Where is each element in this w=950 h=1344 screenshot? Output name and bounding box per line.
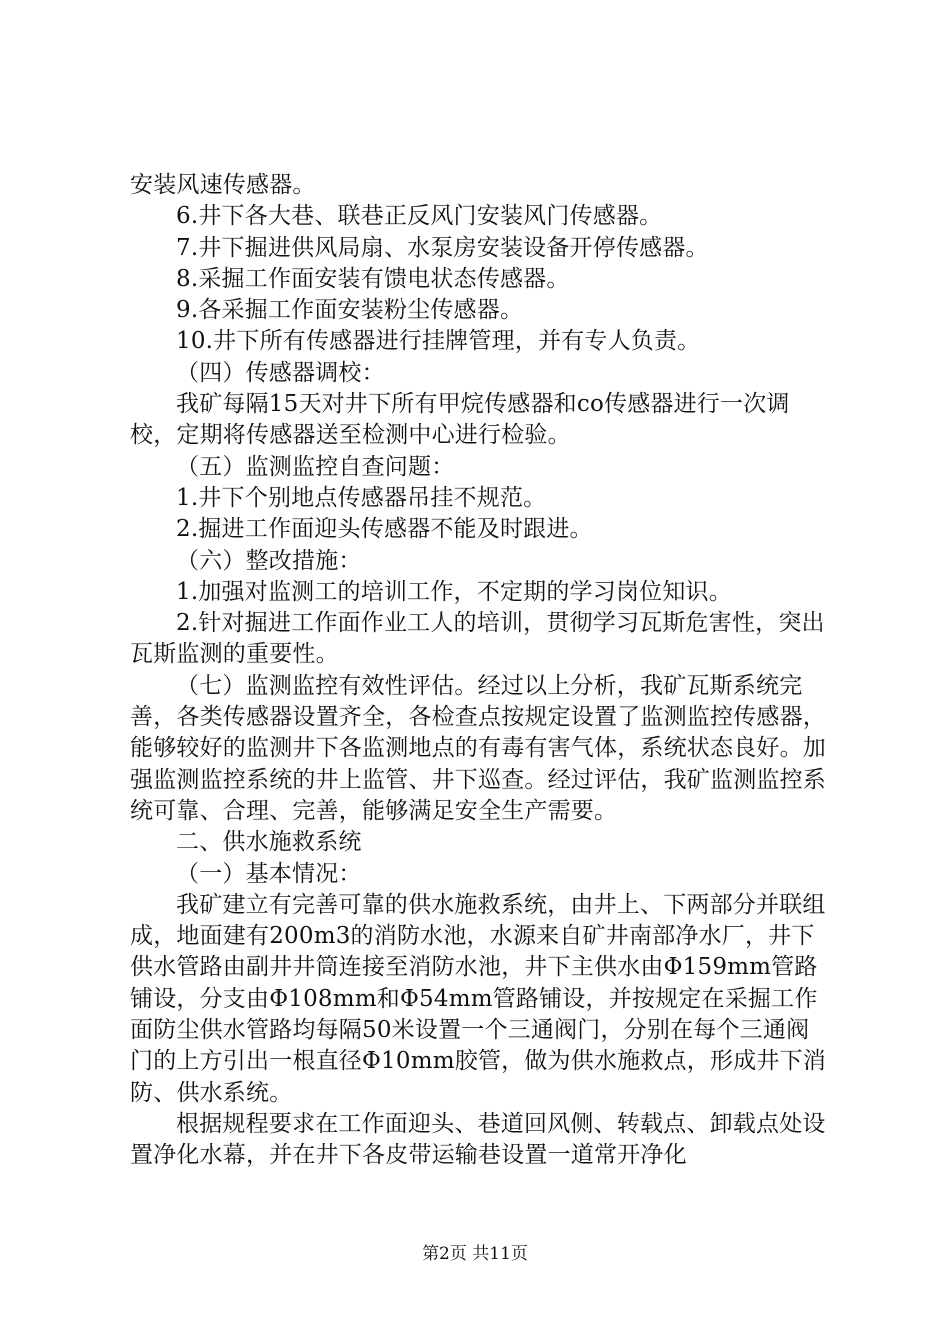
section-heading-5: （五）监测监控自查问题： [176,453,455,480]
paragraph-10: 1.井下个别地点传感器吊挂不规范。 [176,484,547,511]
paragraph-15: （七）监测监控有效性评估。经过以上分析，我矿瓦斯系统完善，各类传感器设置齐全，各检查点按规定设置了监测监控传感器，能够较好的监测井下各监测地点的有毒有害气体，系统状态良好。加强监测监控系统的井上监管、井下巡查。经过评估，我矿监测监控系统可靠、合理、完善，能够满足安全生产需要。 [130,672,826,824]
paragraph-11: 2.掘进工作面迎头传感器不能及时跟进。 [176,516,593,543]
paragraph-8: 我矿每隔15天对井下所有甲烷传感器和co传感器进行一次调校，定期将传感器送至检测中心进行检验。 [130,391,790,449]
document-body [130,170,830,1172]
page-footer: 第2页 共11页 [422,1244,528,1264]
section-heading-water: 二、供水施救系统 [176,829,362,856]
paragraph-5: 9.各采掘工作面安装粉尘传感器。 [176,297,524,324]
paragraph-4: 8.采掘工作面安装有馈电状态传感器。 [176,265,570,292]
section-heading-6: （六）整改措施： [176,547,362,574]
section-heading-basic: （一）基本情况： [176,860,362,887]
paragraph-1: 安装风速传感器。 [130,172,316,198]
paragraph-13: 1.加强对监测工的培训工作，不定期的学习岗位知识。 [176,578,732,605]
paragraph-14: 2.针对掘进工作面作业工人的培训，贯彻学习瓦斯危害性，突出瓦斯监测的重要性。 [130,610,825,668]
paragraph-2: 6.井下各大巷、联巷正反风门安装风门传感器。 [176,203,663,230]
paragraph-6: 10.井下所有传感器进行挂牌管理，并有专人负责。 [176,328,701,355]
paragraph-18: 我矿建立有完善可靠的供水施救系统，由井上、下两部分并联组成，地面建有200m3的消防水池，水源来自矿井南部净水厂，井下供水管路由副井井筒连接至消防水池，井下主供水由Φ159mm管路铺设，分支由Φ108mm和Φ54mm管路铺设，并按规定在采掘工作面防尘供水管路均每隔50米设置一个三通阀门，分别在每个三通阀门的上方引出一根直径Φ10mm胶管，做为供水施救点，形成井下消防、供水系统。 [130,891,826,1106]
paragraph-3: 7.井下掘进供风局扇、水泵房安装设备开停传感器。 [176,234,709,261]
section-heading-4: （四）传感器调校： [176,359,385,386]
paragraph-19: 根据规程要求在工作面迎头、巷道回风侧、转载点、卸载点处设置净化水幕，并在井下各皮带运输巷设置一道常开净化 [130,1110,826,1169]
